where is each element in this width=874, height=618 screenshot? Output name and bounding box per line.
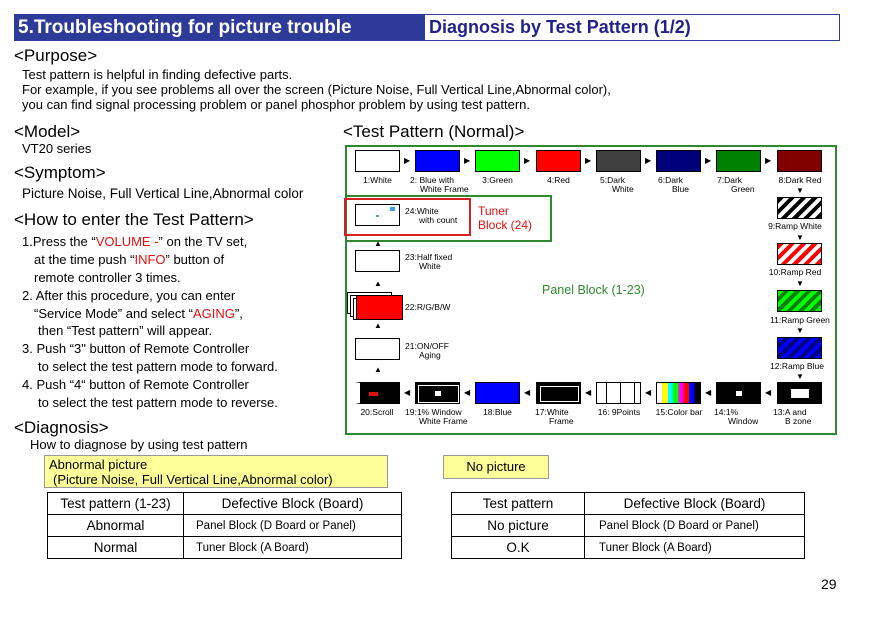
pattern-6-caption: 6:Dark Blue (658, 175, 690, 194)
tuner-label: Tuner Block (24) (478, 204, 533, 232)
purpose-heading: <Purpose> (14, 46, 98, 65)
arrow-left-icon: ◀ (645, 388, 652, 397)
pattern-10-ramp-red (777, 243, 822, 265)
abnormal-diagnosis-table (47, 492, 402, 559)
pattern-16-caption: 16: 9Points (597, 407, 641, 417)
pattern-5-dark-white (596, 150, 641, 172)
step-3: 3. Push “3" button of Remote Controller (22, 341, 250, 356)
arrow-up-icon: ▲ (374, 321, 382, 330)
table-cell: Normal (48, 537, 184, 559)
table-header: Test pattern (452, 493, 585, 515)
pattern-18-caption: 18:Blue (483, 407, 512, 417)
pattern-16-9-points (596, 382, 641, 404)
arrow-left-icon: ◀ (765, 388, 772, 397)
arrow-right-icon: ▶ (464, 156, 471, 165)
how-to-heading: <How to enter the Test Pattern> (14, 210, 254, 229)
pattern-15-caption: 15:Color bar (655, 407, 703, 417)
table-row (452, 537, 805, 559)
step-4: 4. Push “4“ button of Remote Controller (22, 377, 249, 392)
model-value: VT20 series (22, 141, 92, 156)
abnormal-picture-note: Abnormal picture (Picture Noise, Full Vertical Line,Abnormal color) (44, 455, 388, 488)
table-row (48, 515, 402, 537)
arrow-down-icon: ▼ (796, 186, 804, 195)
page-subtitle: Diagnosis by Test Pattern (1/2) (424, 14, 840, 41)
pattern-17-caption: 17:White Frame (535, 407, 574, 426)
pattern-13-a-and-b-zone (777, 382, 822, 404)
pattern-3-caption: 3:Green (482, 175, 513, 185)
arrow-up-icon: ▲ (374, 365, 382, 374)
step-2-line-2: “Service Mode” and select “AGING”, (34, 306, 243, 321)
step-3-line-2: to select the test pattern mode to forward. (38, 359, 278, 374)
pattern-10-caption: 10:Ramp Red (768, 267, 822, 277)
step-2-line-3: then “Test pattern” will appear. (38, 323, 213, 338)
pattern-23-half-fixed-white (355, 250, 400, 272)
arrow-down-icon: ▼ (796, 279, 804, 288)
pattern-3-green (475, 150, 520, 172)
arrow-right-icon: ▶ (524, 156, 531, 165)
table-cell: Tuner Block (A Board) (184, 537, 402, 559)
arrow-down-icon: ▼ (796, 233, 804, 242)
diagnosis-subtitle: How to diagnose by using test pattern (30, 437, 248, 452)
pattern-13-caption: 13:A and B zone (773, 407, 812, 426)
pattern-20-caption: 20:Scroll (360, 407, 394, 417)
symptom-heading: <Symptom> (14, 163, 106, 182)
arrow-right-icon: ▶ (404, 156, 411, 165)
arrow-right-icon: ▶ (585, 156, 592, 165)
purpose-line-1: Test pattern is helpful in finding defective parts. (22, 67, 293, 82)
pattern-19-window-white-frame (415, 382, 460, 404)
test-pattern-heading: <Test Pattern (Normal)> (343, 122, 525, 141)
pattern-14-caption: 14:1% Window (714, 407, 759, 426)
section-title: 5.Troubleshooting for picture trouble (14, 14, 425, 41)
table-header: Defective Block (Board) (585, 493, 805, 515)
pattern-19-caption: 19:1% Window White Frame (405, 407, 468, 426)
arrow-down-icon: ▼ (796, 326, 804, 335)
step-1-line-3: remote controller 3 times. (34, 270, 181, 285)
pattern-12-ramp-blue (777, 337, 822, 359)
pattern-9-caption: 9:Ramp White (768, 221, 822, 231)
pattern-22-rgbw (356, 295, 403, 320)
purpose-line-3: you can find signal processing problem or panel phosphor problem by using test pattern. (22, 97, 531, 112)
pattern-17-white-frame (536, 382, 581, 404)
table-header: Test pattern (1-23) (48, 493, 184, 515)
arrow-left-icon: ◀ (705, 388, 712, 397)
arrow-up-icon: ▲ (374, 279, 382, 288)
step-1: 1.Press the “VOLUME -” on the TV set, (22, 234, 248, 249)
pattern-2-caption: 2: Blue with White Frame (410, 175, 469, 194)
arrow-left-icon: ◀ (524, 388, 531, 397)
arrow-right-icon: ▶ (705, 156, 712, 165)
pattern-8-dark-red (777, 150, 822, 172)
table-cell: O.K (452, 537, 585, 559)
pattern-21-on-off-aging (355, 338, 400, 360)
pattern-7-dark-green (716, 150, 761, 172)
table-row (452, 515, 805, 537)
pattern-4-red (536, 150, 581, 172)
pattern-12-caption: 12:Ramp Blue (770, 361, 824, 371)
table-cell: Panel Block (D Board or Panel) (585, 515, 805, 537)
step-2: 2. After this procedure, you can enter (22, 288, 236, 303)
pattern-23-caption: 23:Half fixed White (405, 252, 453, 271)
arrow-right-icon: ▶ (765, 156, 772, 165)
table-row (48, 537, 402, 559)
no-picture-diagnosis-table (451, 492, 805, 559)
arrow-up-icon: ▲ (374, 239, 382, 248)
pattern-5-caption: 5:Dark White (600, 175, 634, 194)
pattern-18-blue (475, 382, 520, 404)
arrow-left-icon: ◀ (464, 388, 471, 397)
pattern-21-caption: 21:ON/OFF Aging (405, 341, 449, 360)
panel-block-label: Panel Block (1-23) (542, 283, 645, 297)
pattern-15-color-bar (656, 382, 701, 404)
symptom-value: Picture Noise, Full Vertical Line,Abnormal color (22, 186, 304, 201)
table-header-row (452, 493, 805, 515)
pattern-11-caption: 11:Ramp Green (770, 315, 830, 325)
arrow-left-icon: ◀ (585, 388, 592, 397)
pattern-9-ramp-white (777, 197, 822, 219)
pattern-11-ramp-green (777, 290, 822, 312)
pattern-14-1-percent-window (716, 382, 761, 404)
pattern-8-caption: 8:Dark Red (778, 175, 822, 185)
pattern-22-caption: 22:R/G/B/W (405, 302, 451, 312)
purpose-line-2: For example, if you see problems all over the screen (Picture Noise, Full Vertical Line,Abnormal color), (22, 82, 611, 97)
arrow-left-icon: ◀ (404, 388, 411, 397)
table-cell: Abnormal (48, 515, 184, 537)
model-heading: <Model> (14, 122, 81, 141)
pattern-2-blue-frame (415, 150, 460, 172)
table-header-row (48, 493, 402, 515)
step-4-line-2: to select the test pattern mode to reverse. (38, 395, 278, 410)
page-number: 29 (821, 576, 837, 592)
diagnosis-heading: <Diagnosis> (14, 418, 109, 437)
table-cell: Tuner Block (A Board) (585, 537, 805, 559)
no-picture-note: No picture (443, 455, 549, 479)
table-cell: No picture (452, 515, 585, 537)
pattern-24-caption: 24:White with count (405, 206, 458, 225)
pattern-6-dark-blue (656, 150, 701, 172)
pattern-4-caption: 4:Red (547, 175, 570, 185)
arrow-down-icon: ▼ (796, 372, 804, 381)
pattern-7-caption: 7:Dark Green (717, 175, 755, 194)
pattern-1-white (355, 150, 400, 172)
pattern-24-white-count (355, 204, 400, 226)
pattern-1-caption: 1:White (363, 175, 392, 185)
step-1-line-2: at the time push “INFO” button of (34, 252, 225, 267)
table-cell: Panel Block (D Board or Panel) (184, 515, 402, 537)
arrow-right-icon: ▶ (645, 156, 652, 165)
table-header: Defective Block (Board) (184, 493, 402, 515)
pattern-20-scroll (355, 382, 400, 404)
